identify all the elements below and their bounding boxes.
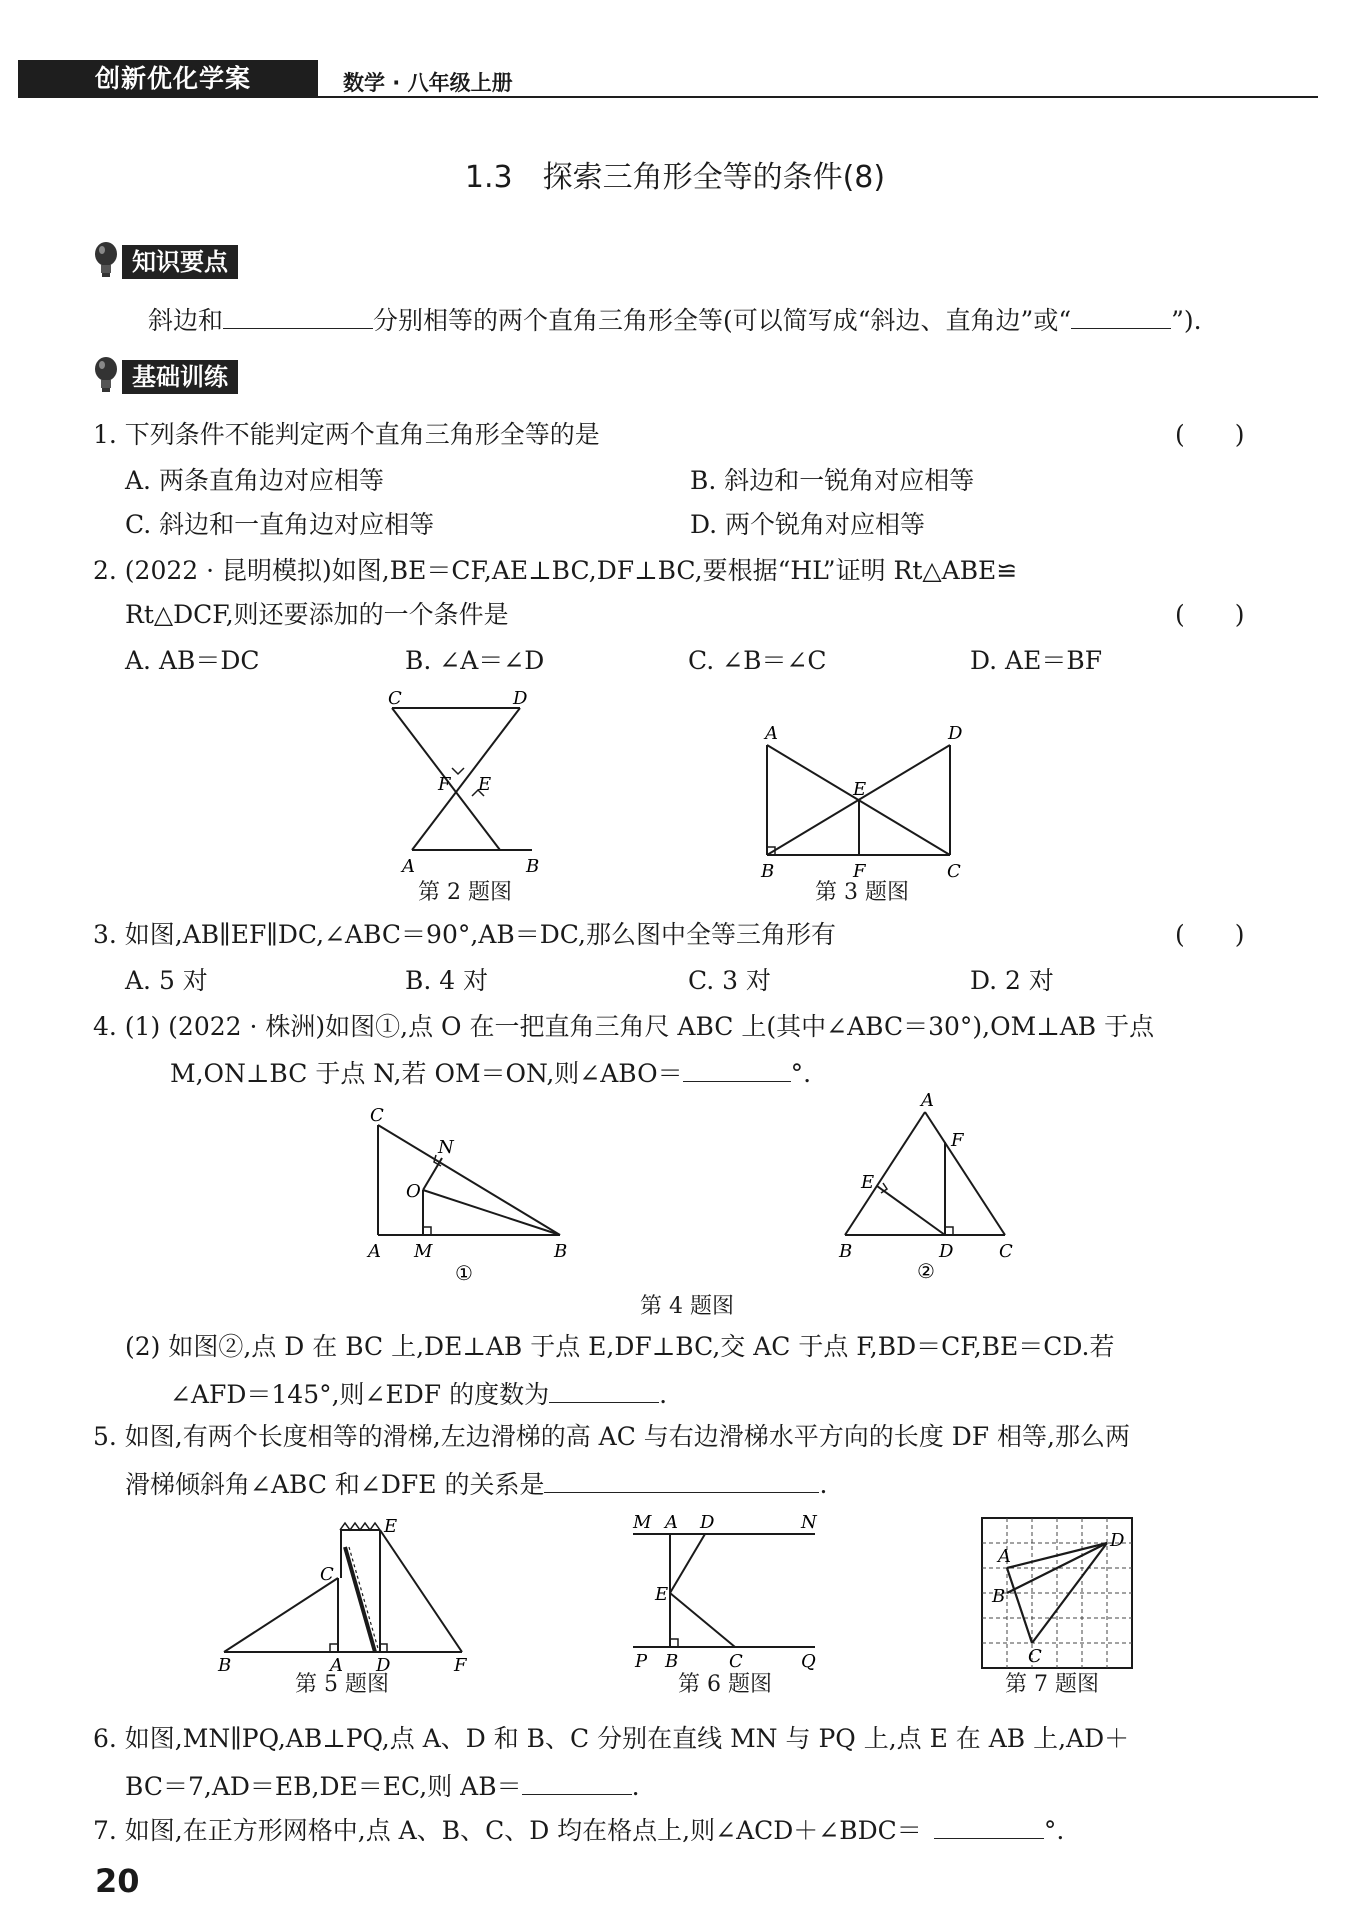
point-label: B (992, 1586, 1006, 1607)
figure-2-caption: 第 2 题图 (418, 880, 512, 905)
point-label: A (921, 1090, 934, 1111)
point-label: A (998, 1546, 1011, 1567)
answer-blank[interactable] (1071, 302, 1171, 329)
point-label: A (765, 723, 778, 744)
q2-option-b[interactable]: B. ∠A＝∠D (405, 646, 545, 675)
point-label: Q (801, 1651, 816, 1672)
q6-line2: BC＝7,AD＝EB,DE＝EC,则 AB＝ . (125, 1768, 640, 1804)
page-number: 20 (95, 1862, 140, 1900)
q3-option-a[interactable]: A. 5 对 (125, 966, 208, 995)
point-label: A (665, 1512, 678, 1533)
q1-option-a[interactable]: A. 两条直角边对应相等 (125, 466, 384, 495)
point-label: D (939, 1241, 954, 1262)
point-label: P (635, 1651, 648, 1672)
q4-sub2-line2: ∠AFD＝145°,则∠EDF 的度数为 . (170, 1376, 667, 1412)
figure-3 (755, 725, 975, 880)
point-label: E (853, 779, 867, 800)
section-label: 知识要点 (122, 245, 238, 279)
page-title: 1.3 探索三角形全等的条件(8) (464, 160, 886, 195)
point-label: B (218, 1655, 232, 1676)
figure-4-2 (835, 1090, 1020, 1283)
q2-option-d[interactable]: D. AE＝BF (970, 646, 1103, 675)
figure-6 (625, 1510, 825, 1672)
figure-2 (380, 690, 550, 880)
answer-blank[interactable] (549, 1376, 659, 1403)
subject-title: 数学 · 八年级上册 (343, 71, 513, 95)
answer-blank[interactable] (934, 1812, 1044, 1839)
q1-stem: 1. 下列条件不能判定两个直角三角形全等的是 (93, 420, 600, 449)
q1-answer-paren[interactable]: ( ) (1175, 420, 1245, 449)
point-label: N (801, 1512, 817, 1533)
figure-4-1 (360, 1105, 580, 1285)
point-label: D (700, 1512, 715, 1533)
lightbulb-icon (92, 356, 120, 394)
point-label: F (951, 1130, 964, 1151)
q6-line1: 6. 如图,MN∥PQ,AB⊥PQ,点 A、D 和 B、C 分别在直线 MN 与 PQ 上,点 E 在 AB 上,AD＋ (93, 1724, 1130, 1753)
figure-sub-label: ① (455, 1261, 473, 1285)
header-rule (318, 96, 1318, 98)
point-label: B (839, 1241, 853, 1262)
point-label: F (454, 1655, 467, 1676)
q3-answer-paren[interactable]: ( ) (1175, 920, 1245, 949)
point-label: E (384, 1516, 398, 1537)
q2-option-a[interactable]: A. AB＝DC (125, 646, 260, 675)
section-label: 基础训练 (122, 360, 238, 394)
point-label: B (761, 861, 775, 882)
point-label: F (438, 774, 451, 795)
point-label: C (320, 1564, 334, 1585)
q1-option-c[interactable]: C. 斜边和一直角边对应相等 (125, 510, 435, 539)
point-label: D (513, 688, 528, 709)
point-label: O (406, 1181, 421, 1202)
knowledge-text: 斜边和 分别相等的两个直角三角形全等(可以简写成“斜边、直角边”或“ ”). (148, 302, 1202, 338)
figure-5-caption: 第 5 题图 (295, 1672, 389, 1697)
point-label: D (948, 723, 963, 744)
q2-line1: 2. (2022 · 昆明模拟)如图,BE＝CF,AE⊥BC,DF⊥BC,要根据“HL”证明 Rt△ABE≌ (93, 556, 1018, 585)
point-label: D (376, 1655, 391, 1676)
q2-line2: Rt△DCF,则还要添加的一个条件是 (125, 600, 509, 629)
figure-5 (210, 1515, 480, 1676)
figure-7 (980, 1512, 1135, 1667)
q5-line1: 5. 如图,有两个长度相等的滑梯,左边滑梯的高 AC 与右边滑梯水平方向的长度 DF 相等,那么两 (93, 1422, 1131, 1451)
point-label: C (947, 861, 961, 882)
point-label: A (368, 1241, 381, 1262)
q3-stem: 3. 如图,AB∥EF∥DC,∠ABC＝90°,AB＝DC,那么图中全等三角形有 (93, 920, 836, 949)
q3-option-d[interactable]: D. 2 对 (970, 966, 1054, 995)
point-label: E (655, 1584, 669, 1605)
figure-sub-label: ② (917, 1259, 935, 1283)
q4-line1: 4. (1) (2022 · 株洲)如图①,点 O 在一把直角三角尺 ABC 上(其中∠ABC＝30°),OM⊥AB 于点 (93, 1012, 1155, 1041)
point-label: E (861, 1172, 875, 1193)
answer-blank[interactable] (683, 1055, 791, 1082)
q4-sub2-line1: (2) 如图②,点 D 在 BC 上,DE⊥AB 于点 E,DF⊥BC,交 AC 于点 F,BD＝CF,BE＝CD.若 (125, 1332, 1115, 1361)
point-label: C (1028, 1646, 1042, 1667)
answer-blank[interactable] (522, 1768, 632, 1795)
q4-line2: M,ON⊥BC 于点 N,若 OM＝ON,则∠ABO＝ °. (170, 1055, 811, 1091)
figure-3-caption: 第 3 题图 (815, 880, 909, 905)
q2-answer-paren[interactable]: ( ) (1175, 600, 1245, 629)
q3-option-c[interactable]: C. 3 对 (688, 966, 771, 995)
q1-option-b[interactable]: B. 斜边和一锐角对应相等 (690, 466, 975, 495)
point-label: B (554, 1241, 568, 1262)
brand-title: 创新优化学案 (95, 64, 252, 93)
q5-line2: 滑梯倾斜角∠ABC 和∠DFE 的关系是 . (125, 1466, 827, 1502)
answer-blank[interactable] (223, 302, 373, 329)
point-label: C (999, 1241, 1013, 1262)
q2-option-c[interactable]: C. ∠B＝∠C (688, 646, 827, 675)
point-label: A (402, 856, 415, 877)
answer-blank[interactable] (544, 1466, 819, 1493)
point-label: A (330, 1655, 343, 1676)
point-label: C (729, 1651, 743, 1672)
point-label: D (1110, 1530, 1125, 1551)
q1-option-d[interactable]: D. 两个锐角对应相等 (690, 510, 926, 539)
figure-4-caption: 第 4 题图 (640, 1294, 734, 1319)
point-label: B (526, 856, 540, 877)
point-label: M (633, 1512, 652, 1533)
point-label: N (438, 1137, 454, 1158)
point-label: F (853, 861, 866, 882)
point-label: C (370, 1105, 384, 1126)
q7-line1: 7. 如图,在正方形网格中,点 A、B、C、D 均在格点上,则∠ACD＋∠BDC＝ °. (93, 1812, 1064, 1848)
lightbulb-icon (92, 241, 120, 279)
point-label: M (414, 1241, 433, 1262)
point-label: B (665, 1651, 679, 1672)
point-label: C (388, 688, 402, 709)
figure-6-caption: 第 6 题图 (678, 1672, 772, 1697)
q3-option-b[interactable]: B. 4 对 (405, 966, 489, 995)
figure-7-caption: 第 7 题图 (1005, 1672, 1099, 1697)
point-label: E (478, 774, 492, 795)
